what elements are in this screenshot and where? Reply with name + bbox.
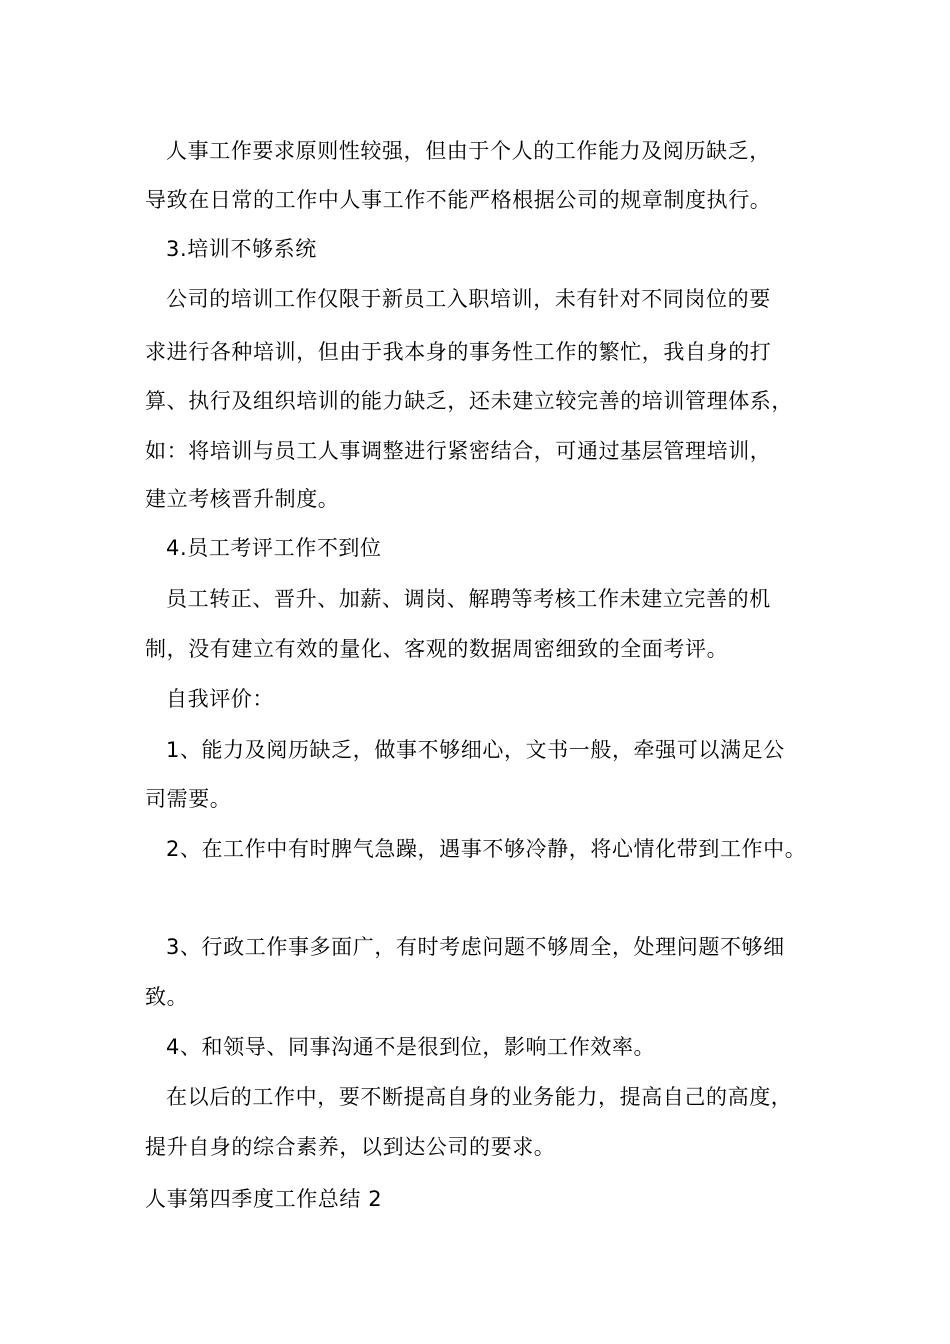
paragraph-line: 制，没有建立有效的量化、客观的数据周密细致的全面考评。 <box>145 637 729 661</box>
paragraph-line: 如：将培训与员工人事调整进行紧密结合，可通过基层管理培训， <box>145 439 772 463</box>
section-heading: 自我评价： <box>166 687 274 711</box>
paragraph-line: 在以后的工作中，要不断提高自身的业务能力，提高自己的高度， <box>166 1085 793 1109</box>
list-item: 4、和领导、同事沟通不是很到位，影响工作效率。 <box>166 1035 656 1059</box>
document-title: 人事第四季度工作总结 2 <box>145 1187 383 1211</box>
paragraph-line: 导致在日常的工作中人事工作不能严格根据公司的规章制度执行。 <box>145 188 772 212</box>
section-heading: 3.培训不够系统 <box>166 237 317 261</box>
paragraph-line: 建立考核晋升制度。 <box>145 487 340 511</box>
list-item-continuation: 致。 <box>145 985 189 1009</box>
paragraph-line: 公司的培训工作仅限于新员工入职培训，未有针对不同岗位的要 <box>166 287 771 311</box>
paragraph-line: 人事工作要求原则性较强，但由于个人的工作能力及阅历缺乏， <box>166 139 771 163</box>
paragraph-line: 求进行各种培训，但由于我本身的事务性工作的繁忙，我自身的打 <box>145 340 772 364</box>
paragraph-line: 提升自身的综合素养，以到达公司的要求。 <box>145 1135 556 1159</box>
paragraph-line: 员工转正、晋升、加薪、调岗、解聘等考核工作未建立完善的机 <box>166 587 771 611</box>
list-item: 1、能力及阅历缺乏，做事不够细心，文书一般，牵强可以满足公 <box>166 738 785 762</box>
paragraph-line: 算、执行及组织培训的能力缺乏，还未建立较完善的培训管理体系， <box>145 389 793 413</box>
section-heading: 4.员工考评工作不到位 <box>166 536 382 560</box>
list-item: 2、在工作中有时脾气急躁，遇事不够冷静，将心情化带到工作中。 <box>166 837 807 861</box>
list-item-continuation: 司需要。 <box>145 787 232 811</box>
list-item: 3、行政工作事多面广，有时考虑问题不够周全，处理问题不够细 <box>166 935 785 959</box>
